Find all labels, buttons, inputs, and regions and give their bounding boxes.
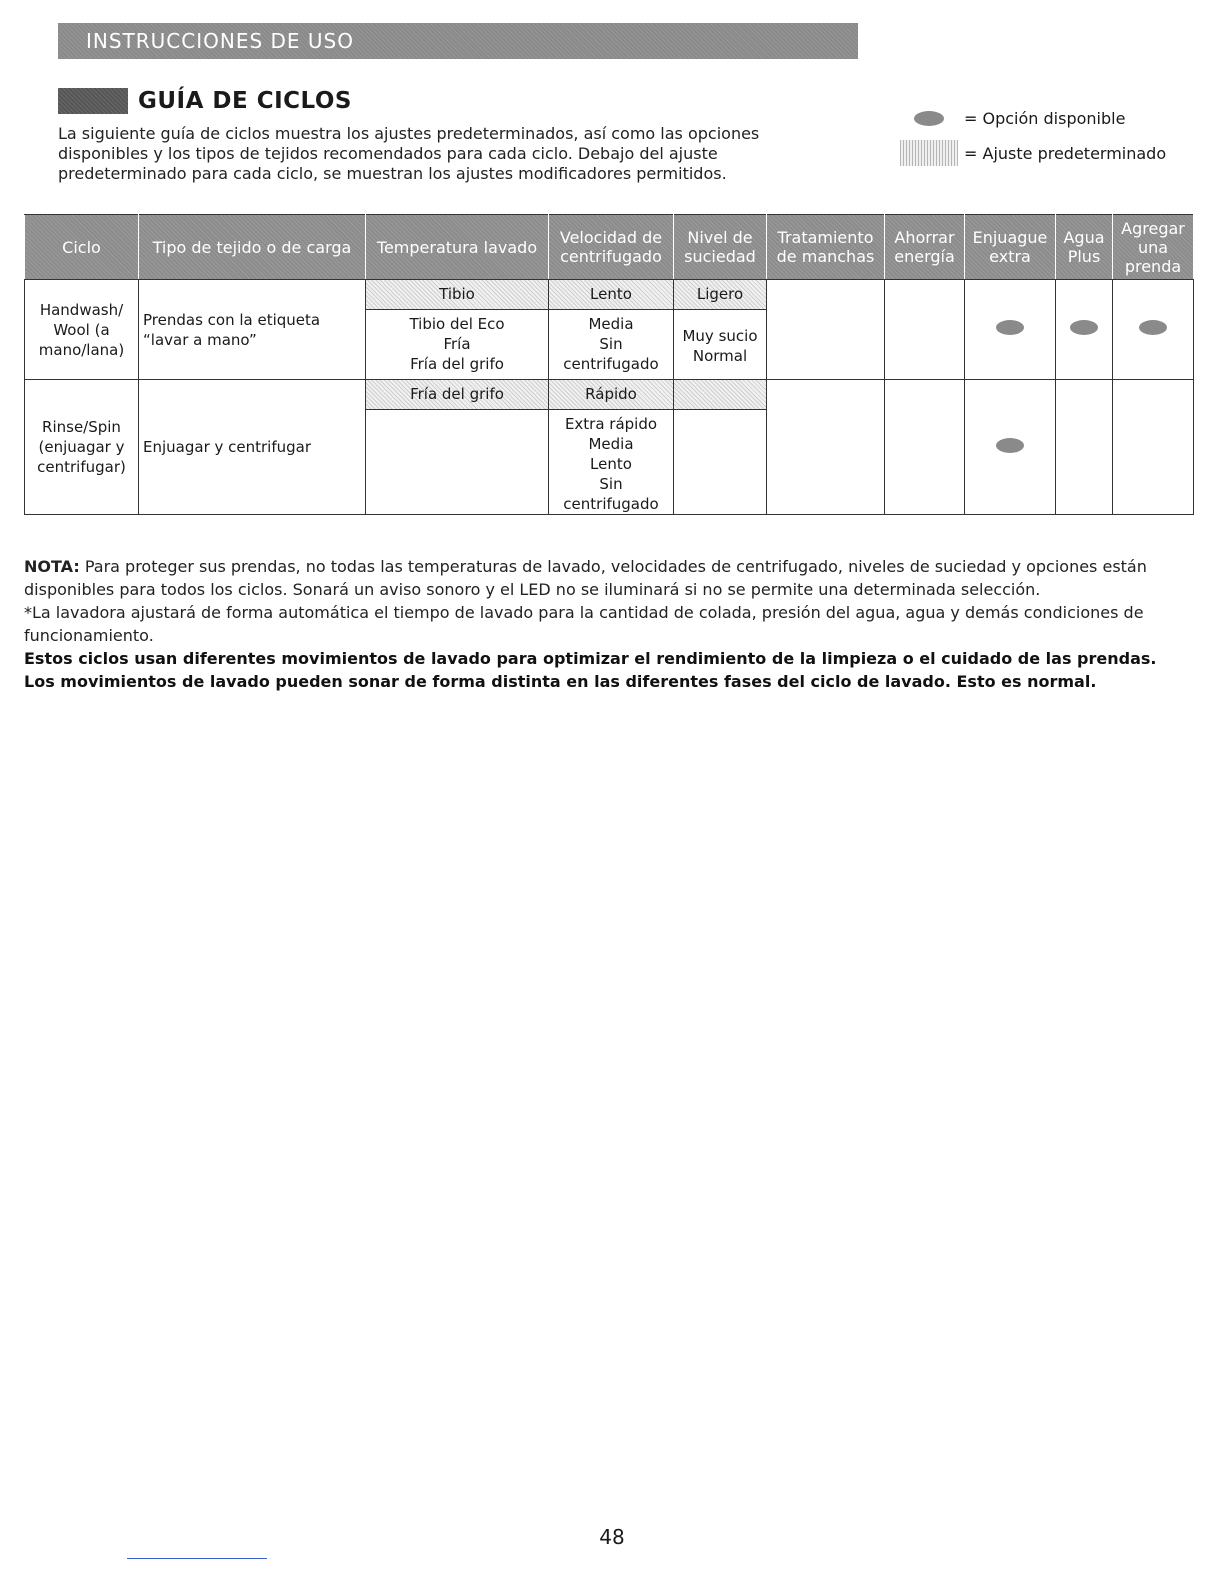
option-available-icon (1139, 320, 1167, 335)
spin-default: Rápido (549, 380, 673, 410)
temp-default: Fría del grifo (366, 380, 548, 410)
col-header-stain: Tratamiento de manchas (767, 215, 885, 280)
soil-mod: Normal (692, 347, 748, 365)
available-dot-icon (914, 111, 944, 126)
energy-cell (885, 380, 965, 515)
table-row (25, 280, 1194, 380)
spin-mod: Sin (599, 335, 623, 353)
col-header-energy: Ahorrar energía (885, 215, 965, 280)
option-available-icon (996, 320, 1024, 335)
footer-rule (127, 1558, 267, 1559)
section-heading (58, 85, 352, 117)
col-header-water: Agua Plus (1056, 215, 1113, 280)
soil-mods (674, 310, 766, 378)
soil-default-empty (674, 380, 766, 410)
note-label: NOTA: (24, 557, 80, 576)
soil-mod: Muy sucio (682, 327, 758, 345)
heading-marker (58, 88, 128, 114)
add-cell (1113, 380, 1194, 515)
intro-paragraph: La siguiente guía de ciclos muestra los ajustes predeterminados, así como las opciones disponibles y los tipos de tejidos recomendados para cada ciclo. Debajo del ajuste predeterminado para cada ciclo, se muestran los ajustes modificadores permitidos. (58, 124, 760, 183)
rinse-cell (965, 380, 1056, 515)
spin-mod: Media (588, 315, 634, 333)
legend-available (900, 104, 1166, 132)
col-header-soil: Nivel de suciedad (674, 215, 767, 280)
rinse-cell (965, 280, 1056, 380)
legend-available-label: = Opción disponible (964, 108, 1126, 128)
spin-mod: centrifugado (563, 355, 659, 373)
col-header-cycle: Ciclo (25, 215, 139, 280)
spin-mods (549, 310, 673, 374)
cycle-name: Handwash/ Wool (a mano/lana) (25, 280, 139, 380)
section-banner: INSTRUCCIONES DE USO (58, 23, 858, 59)
note-text: Para proteger sus prendas, no todas las temperaturas de lavado, velocidades de centrifugado, niveles de suciedad y opciones están disponibles para todos los ciclos. Sonará un aviso sonoro y el LED no se iluminará si no se permite una determinada selección. (24, 557, 1147, 599)
wash-sound-note: Los movimientos de lavado pueden sonar de forma distinta en las diferentes fases del ciclo de lavado. Esto es normal. (24, 672, 1097, 691)
col-header-rinse: Enjuague extra (965, 215, 1056, 280)
cycle-guide-table (24, 214, 1194, 515)
page-number: 48 (599, 1525, 625, 1549)
add-cell (1113, 280, 1194, 380)
stain-cell (767, 380, 885, 515)
table-row (25, 380, 1194, 515)
water-cell (1056, 280, 1113, 380)
option-available-icon (1070, 320, 1098, 335)
legend-default (900, 139, 1166, 167)
col-header-spin: Velocidad de centrifugado (549, 215, 674, 280)
page-title: GUÍA DE CICLOS (138, 88, 352, 114)
soil-cell (674, 380, 767, 515)
spin-mod: centrifugado (563, 495, 659, 513)
spin-mod: Lento (590, 455, 632, 473)
notes-section (24, 555, 1199, 693)
spin-cell (549, 380, 674, 515)
table-header-row (25, 215, 1194, 280)
col-header-add: Agregar una prenda (1113, 215, 1194, 280)
wash-motion-note: Estos ciclos usan diferentes movimientos de lavado para optimizar el rendimiento de la limpieza o el cuidado de las prendas. (24, 649, 1157, 668)
soil-default: Ligero (674, 280, 766, 310)
temp-mod: Fría del grifo (410, 355, 504, 373)
temp-cell (366, 380, 549, 515)
legend (900, 104, 1166, 174)
spin-mod: Media (588, 435, 634, 453)
temp-mods (366, 310, 548, 374)
temp-default: Tibio (366, 280, 548, 310)
spin-mod: Extra rápido (564, 415, 658, 433)
spin-cell (549, 280, 674, 380)
energy-cell (885, 280, 965, 380)
col-header-temp: Temperatura lavado (366, 215, 549, 280)
water-cell (1056, 380, 1113, 515)
stain-cell (767, 280, 885, 380)
fabric-type: Enjuagar y centrifugar (139, 380, 366, 515)
temp-cell (366, 280, 549, 380)
soil-cell (674, 280, 767, 380)
col-header-fabric: Tipo de tejido o de carga (139, 215, 366, 280)
spin-mods (549, 410, 673, 514)
fabric-type: Prendas con la etiqueta “lavar a mano” (139, 280, 366, 380)
note-paragraph (24, 555, 1199, 601)
spin-default: Lento (549, 280, 673, 310)
default-hatch-swatch (900, 140, 958, 166)
cycle-name: Rinse/Spin (enjuagar y centrifugar) (25, 380, 139, 515)
temp-mod: Tibio del Eco (409, 315, 505, 333)
option-available-icon (996, 438, 1024, 453)
auto-adjust-note: *La lavadora ajustará de forma automática el tiempo de lavado para la cantidad de colada, presión del agua, agua y demás condiciones de funcionamiento. (24, 603, 1144, 645)
legend-default-label: = Ajuste predeterminado (964, 143, 1167, 163)
spin-mod: Sin (599, 475, 623, 493)
temp-mod: Fría (443, 335, 471, 353)
